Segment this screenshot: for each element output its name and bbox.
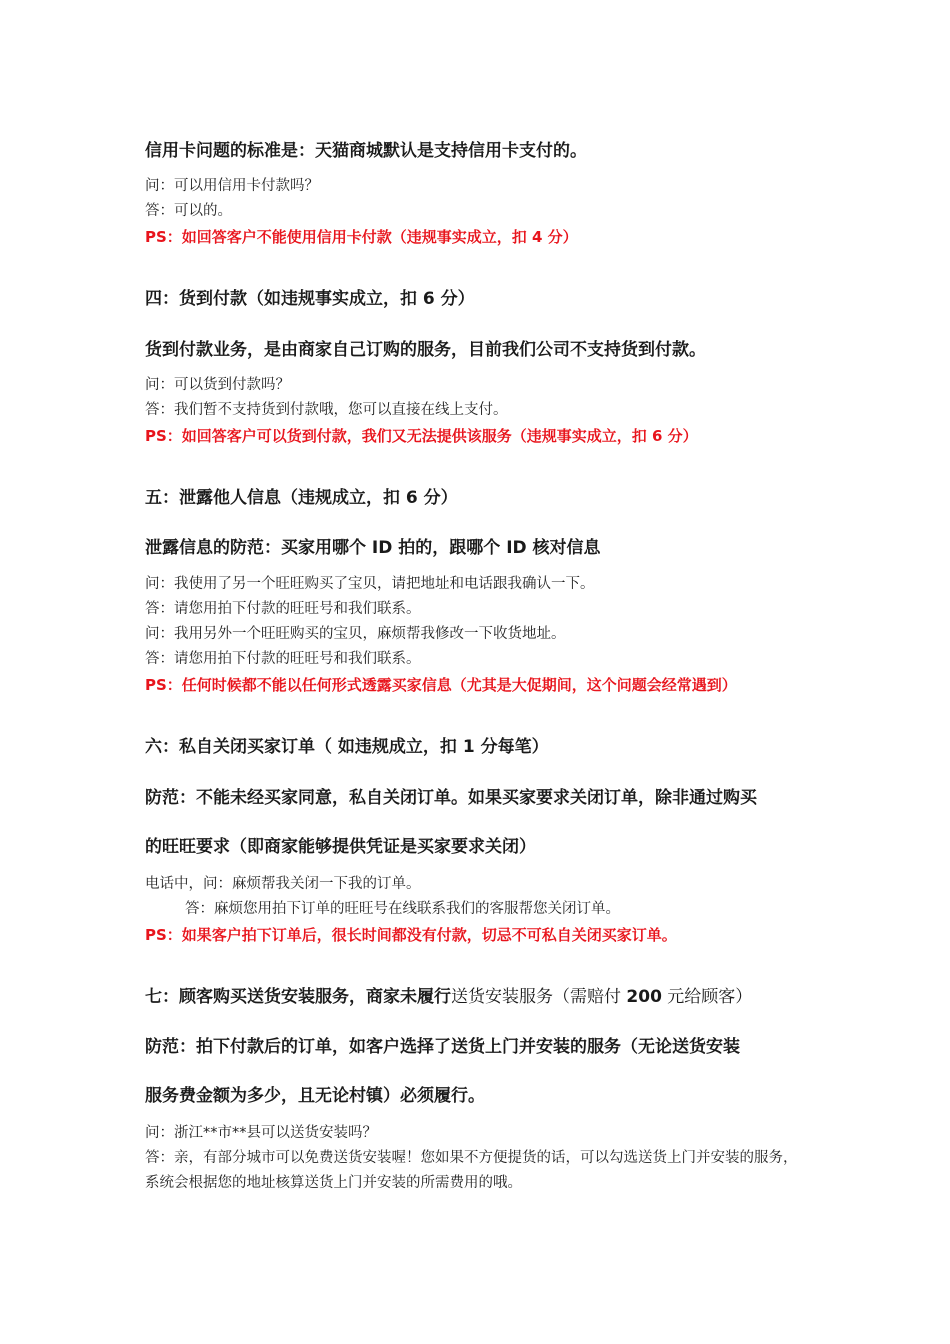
close-order-ps-note: PS：如果客户拍下订单后，很长时间都没有付款，切忌不可私自关闭买家订单。 bbox=[145, 926, 677, 944]
cod-standard: 货到付款业务，是由商家自己订购的服务，目前我们公司不支持货到付款。 bbox=[145, 340, 706, 360]
section-6-heading: 六：私自关闭买家订单（ 如违规成立，扣 1 分每笔） bbox=[145, 737, 549, 757]
leak-ps-note: PS：任何时候都不能以任何形式透露买家信息（尤其是大促期间，这个问题会经常遇到） bbox=[145, 676, 737, 694]
cod-question: 问：可以货到付款吗？ bbox=[145, 377, 290, 393]
section-7-heading-normal: 送货安装服务（需赔付 bbox=[451, 987, 627, 1007]
credit-card-answer: 答：可以的。 bbox=[145, 203, 232, 219]
leak-answer-2: 答：请您用拍下付款的旺旺号和我们联系。 bbox=[145, 651, 421, 667]
cod-answer: 答：我们暂不支持货到付款哦，您可以直接在线上支付。 bbox=[145, 402, 508, 418]
leak-standard: 泄露信息的防范：买家用哪个 ID 拍的，跟哪个 ID 核对信息 bbox=[145, 538, 601, 558]
delivery-standard-line-1: 防范：拍下付款后的订单，如客户选择了送货上门并安装的服务（无论送货安装 bbox=[145, 1037, 740, 1057]
delivery-answer: 答：亲，有部分城市可以免费送货安装喔！您如果不方便提货的话，可以勾选送货上门并安装的服务，系统会根据您的地址核算送货上门并安装的所需费用的哦。 bbox=[145, 1150, 798, 1191]
credit-card-question: 问：可以用信用卡付款吗？ bbox=[145, 178, 319, 194]
section-5-heading: 五：泄露他人信息（违规成立，扣 6 分） bbox=[145, 488, 458, 508]
leak-question-1: 问：我使用了另一个旺旺购买了宝贝，请把地址和电话跟我确认一下。 bbox=[145, 576, 595, 592]
section-4-heading: 四：货到付款（如违规事实成立，扣 6 分） bbox=[145, 289, 475, 309]
section-7-heading bbox=[145, 985, 810, 1009]
section-7-heading-tail: 元给顾客） bbox=[661, 987, 753, 1007]
credit-card-standard: 信用卡问题的标准是：天猫商城默认是支持信用卡支付的。 bbox=[145, 141, 587, 161]
close-order-question: 电话中，问：麻烦帮我关闭一下我的订单。 bbox=[145, 876, 421, 892]
close-order-standard-line-2: 的旺旺要求（即商家能够提供凭证是买家要求关闭） bbox=[145, 837, 536, 857]
close-order-answer: 答：麻烦您用拍下订单的旺旺号在线联系我们的客服帮您关闭订单。 bbox=[185, 901, 620, 917]
cod-ps-note: PS：如回答客户可以货到付款，我们又无法提供该服务（违规事实成立，扣 6 分） bbox=[145, 427, 698, 445]
close-order-standard-line-1: 防范：不能未经买家同意，私自关闭订单。如果买家要求关闭订单，除非通过购买 bbox=[145, 788, 757, 808]
delivery-standard-line-2: 服务费金额为多少，且无论村镇）必须履行。 bbox=[145, 1086, 485, 1106]
leak-question-2: 问：我用另外一个旺旺购买的宝贝，麻烦帮我修改一下收货地址。 bbox=[145, 626, 566, 642]
leak-answer-1: 答：请您用拍下付款的旺旺号和我们联系。 bbox=[145, 601, 421, 617]
delivery-question: 问：浙江**市**县可以送货安装吗？ bbox=[145, 1125, 377, 1141]
credit-card-ps-note: PS：如回答客户不能使用信用卡付款（违规事实成立，扣 4 分） bbox=[145, 228, 578, 246]
section-7-heading-bold: 七：顾客购买送货安装服务，商家未履行 bbox=[145, 987, 451, 1007]
section-7-heading-amount: 200 bbox=[626, 987, 662, 1007]
document-page bbox=[145, 0, 810, 1344]
